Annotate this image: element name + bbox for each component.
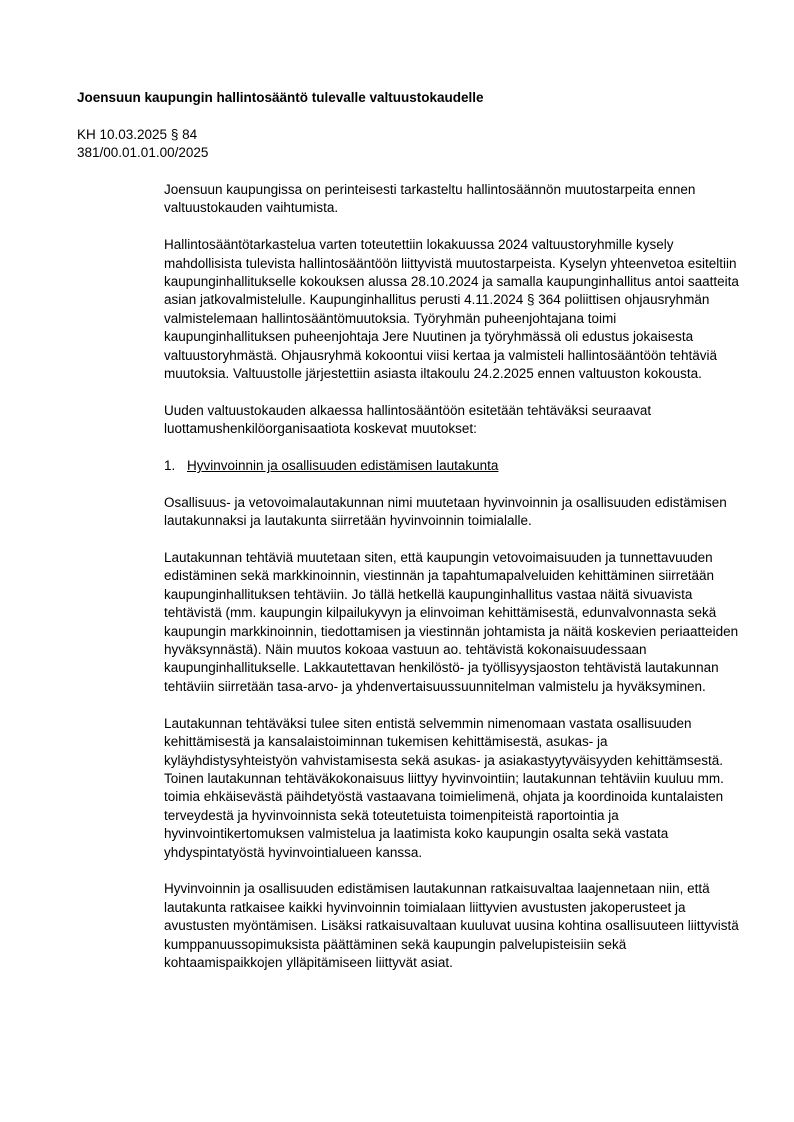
paragraph: Hallintosääntötarkastelua varten toteutettiin lokakuussa 2024 valtuustoryhmille kysely mahdollisista tulevista hallintosääntöön liittyvistä muutostarpeista. Kyselyn yhteenvetoa esiteltiin kaupunginhallitukselle kokouksen alussa 28.10.2024 ja samalla kaupunginhallitus antoi saatteita asian jatkovalmistelulle. Kaupunginhallitus perusti 4.11.2024 § 364 poliittisen ohjausryhmän valmistelemaan hallintosääntömuutoksia. Työryhmän puheenjohtajana toimi kaupunginhallituksen puheenjohtaja Jere Nuutinen ja työryhmässä oli edustus jokaisesta valtuustoryhmästä. Ohjausryhmä kokoontui viisi kertaa ja valmisteli hallintosääntöön tehtäviä muutoksia. Valtuustolle järjestettiin asiasta iltakoulu 24.2.2025 ennen valtuuston kokousta. (164, 237, 739, 382)
paragraph: Hyvinvoinnin ja osallisuuden edistämisen lautakunnan ratkaisuvaltaa laajennetaan niin, että lautakunta ratkaisee kaikki hyvinvoinnin toimialaan liittyvien avustusten jakoperusteet ja avustusten myöntämisen. Lisäksi ratkaisuvaltaan kuuluvat uusina kohtina osallisuuteen liittyvistä kumppanuussopimuksista päättäminen sekä kaupungin palvelupisteisiin sekä kohtaamispaikkojen ylläpitämiseen liittyvät asiat. (164, 881, 739, 970)
paragraph: Joensuun kaupungissa on perinteisesti tarkasteltu hallintosäännön muutostarpeita ennen valtuustokauden vaihtumista. (164, 182, 696, 216)
list-item-heading: Hyvinvoinnin ja osallisuuden edistämisen lautakunta (187, 458, 499, 474)
document-meta (77, 126, 208, 163)
paragraph: Lautakunnan tehtäviä muutetaan siten, että kaupungin vetovoimaisuuden ja tunnettavuuden edistäminen sekä markkinoinnin, viestinnän ja tapahtumapalveluiden kehittäminen siirretään kaupunginhallituksen tehtäviin. Jo tällä hetkellä kaupunginhallitus vastaa näitä sivuavista tehtävistä (mm. kaupungin kilpailukyvyn ja elinvoiman kehittämisestä, edunvalvonnasta sekä kaupungin markkinoinnin, tiedottamisen ja viestinnän johtamista ja näitä koskevien periaatteiden hyväksynnästä). Näin muutos kokoaa vastuun ao. tehtävistä kokonaisuudessaan kaupunginhallitukselle. Lakkautettavan henkilöstö- ja työllisyysjaoston tehtävistä lautakunnan tehtäviin siirretään tasa-arvo- ja yhdenvertaisuussuunnitelman valmistelu ja hyväksyminen. (164, 550, 739, 694)
record-number: 381/00.01.01.00/2025 (77, 145, 209, 161)
paragraph: Osallisuus- ja vetovoimalautakunnan nimi muutetaan hyvinvoinnin ja osallisuuden edistämisen lautakunnaksi ja lautakunta siirretään hyvinvoinnin toimialalle. (164, 494, 727, 529)
paragraph: Lautakunnan tehtäväksi tulee siten entistä selvemmin nimenomaan vastata osallisuuden kehittämisestä ja kansalaistoiminnan tukemisen kehittämisestä, asukas- ja kyläyhdistysyhteistyön vahvistamisesta sekä asukas- ja asiakastyytyväisyyden kehittämsestä. Toinen lautakunnan tehtäväkokonaisuus liittyy hyvinvointiin; lautakunnan tehtäviin kuuluu mm. toimia ehkäisevästä päihdetyöstä vastaavana toimielimenä, ohjata ja koordinoida kuntalaisten terveydestä ja hyvinvoinnista sekä toteutetuista toimenpiteistä raportointia ja hyvinvointikertomuksen valmistelua ja laatimista koko kaupungin osalta sekä vastata yhdyspintatyöstä hyvinvointialueen kanssa. (164, 715, 724, 860)
list-item-number: 1. (164, 458, 176, 474)
numbered-list-item (164, 457, 742, 475)
paragraph: Uuden valtuustokauden alkaessa hallintosääntöön esitetään tehtäväksi seuraavat luottamushenkilöorganisaatiota koskevat muutokset: (164, 402, 652, 437)
document-title: Joensuun kaupungin hallintosääntö tulevalle valtuustokaudelle (77, 90, 484, 105)
meeting-reference: KH 10.03.2025 § 84 (77, 127, 198, 142)
document-body (164, 181, 742, 991)
